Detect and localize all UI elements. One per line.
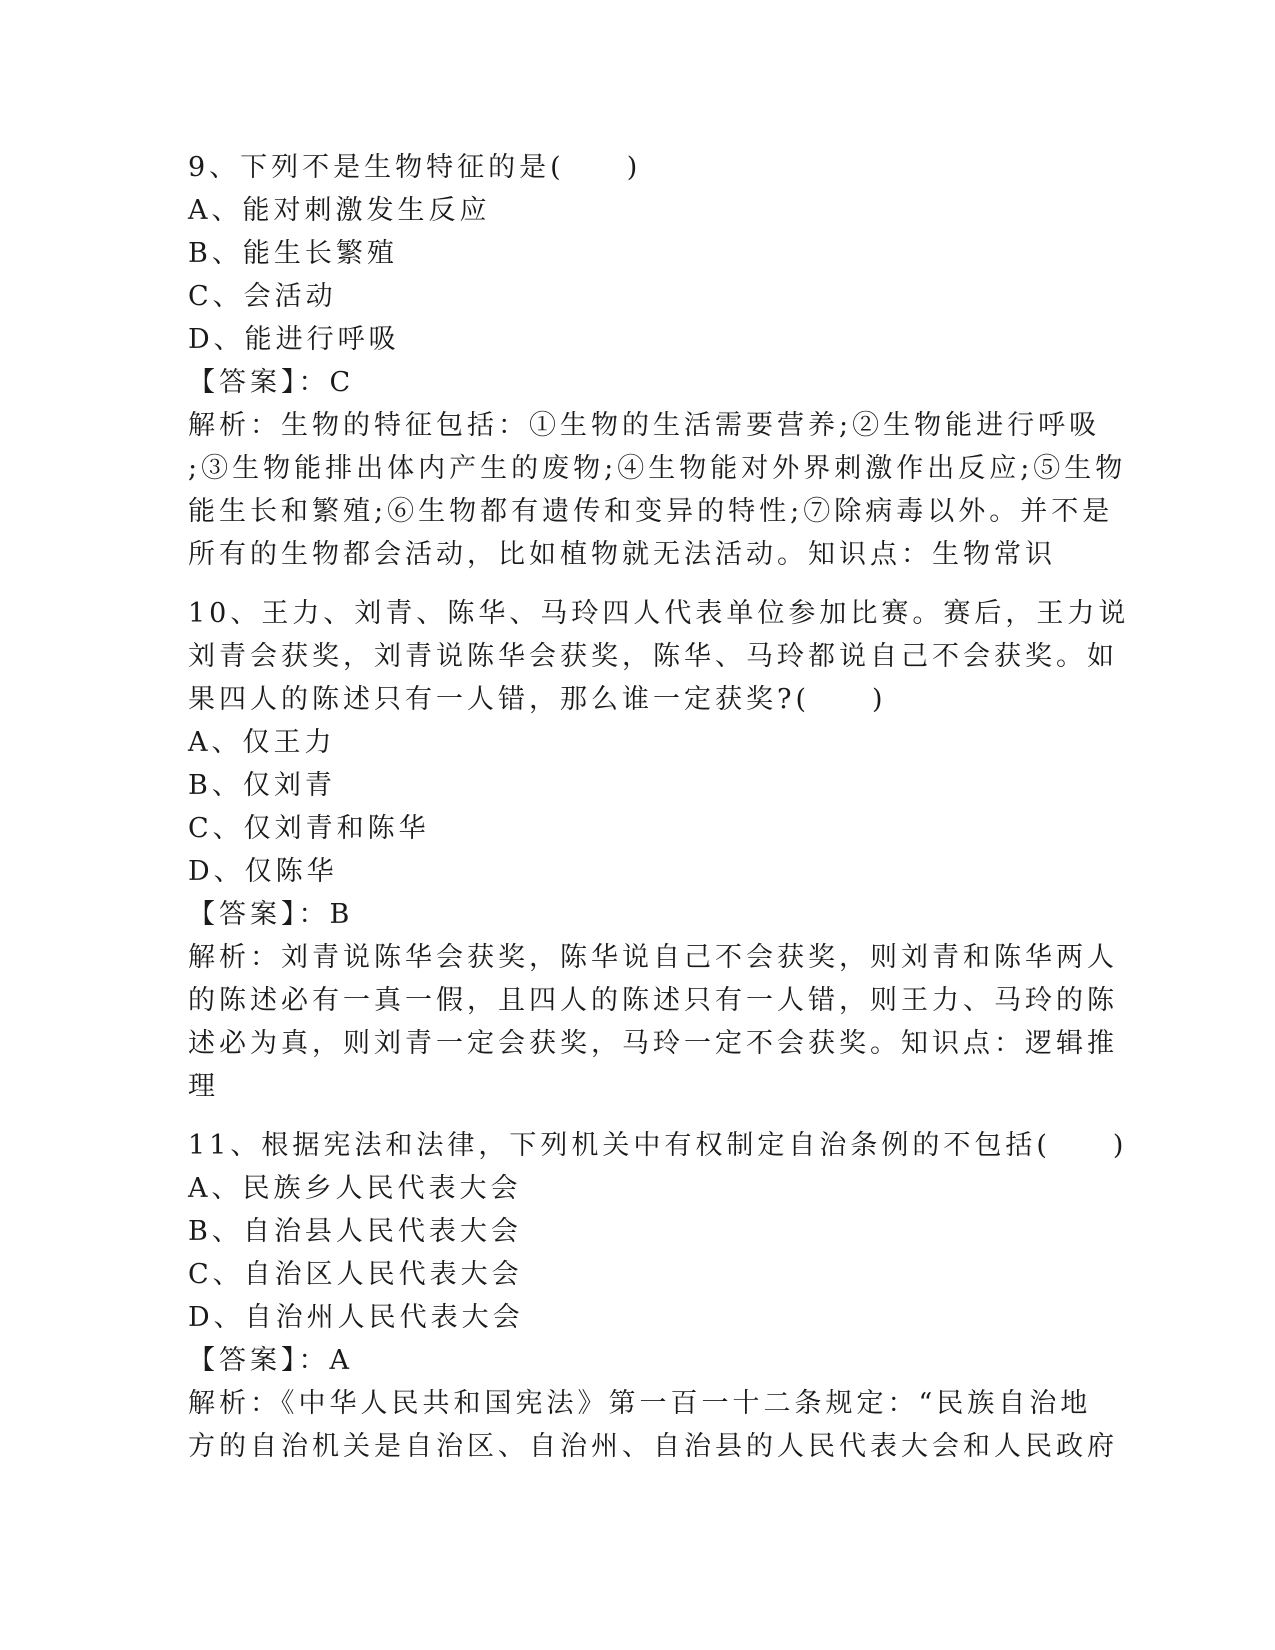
question-stem: 10、王力、刘青、陈华、马玲四人代表单位参加比赛。赛后，王力说 xyxy=(188,598,1130,629)
question-gap xyxy=(188,576,1088,592)
analysis-line: 所有的生物都会活动，比如植物就无法活动。知识点：生物常识 xyxy=(188,539,1056,570)
option-c: C、自治区人民代表大会 xyxy=(188,1259,523,1290)
option-b: B、能生长繁殖 xyxy=(188,238,398,269)
analysis-line: 解析：《中华人民共和国宪法》第一百一十二条规定：“民族自治地 xyxy=(188,1388,1092,1419)
analysis-line: 能生长和繁殖;⑥生物都有遗传和变异的特性;⑦除病毒以外。并不是 xyxy=(188,496,1114,527)
option-a: A、仅王力 xyxy=(188,727,336,758)
analysis-line: 解析：刘青说陈华会获奖，陈华说自己不会获奖，则刘青和陈华两人 xyxy=(188,942,1118,973)
analysis-line: 理 xyxy=(188,1071,219,1102)
question-gap xyxy=(188,1108,1088,1124)
option-d: D、自治州人民代表大会 xyxy=(188,1302,524,1333)
option-d: D、能进行呼吸 xyxy=(188,324,400,355)
analysis-line: 方的自治机关是自治区、自治州、自治县的人民代表大会和人民政府 xyxy=(188,1431,1118,1462)
question-stem: 9、下列不是生物特征的是( ) xyxy=(188,152,642,183)
analysis-line: 的陈述必有一真一假，且四人的陈述只有一人错，则王力、马玲的陈 xyxy=(188,985,1118,1016)
question-stem: 果四人的陈述只有一人错，那么谁一定获奖?( ) xyxy=(188,684,887,715)
option-c: C、会活动 xyxy=(188,281,337,312)
answer: 【答案】：C xyxy=(188,367,355,398)
question-stem: 11、根据宪法和法律，下列机关中有权制定自治条例的不包括( ) xyxy=(188,1130,1128,1161)
analysis-line: 述必为真，则刘青一定会获奖，马玲一定不会获奖。知识点：逻辑推 xyxy=(188,1028,1118,1059)
question-stem: 刘青会获奖，刘青说陈华会获奖，陈华、马玲都说自己不会获奖。如 xyxy=(188,641,1118,672)
option-b: B、自治县人民代表大会 xyxy=(188,1216,522,1247)
option-a: A、民族乡人民代表大会 xyxy=(188,1173,522,1204)
document-page xyxy=(188,146,1130,1468)
answer: 【答案】：A xyxy=(188,1345,353,1376)
option-a: A、能对刺激发生反应 xyxy=(188,195,491,226)
option-b: B、仅刘青 xyxy=(188,770,336,801)
question-9 xyxy=(188,146,1127,576)
question-11 xyxy=(188,1124,1128,1468)
option-c: C、仅刘青和陈华 xyxy=(188,813,430,844)
question-10 xyxy=(188,592,1130,1108)
option-d: D、仅陈华 xyxy=(188,856,338,887)
analysis-line: 解析：生物的特征包括：①生物的生活需要营养;②生物能进行呼吸 xyxy=(188,410,1101,441)
answer: 【答案】：B xyxy=(188,899,354,930)
analysis-line: ;③生物能排出体内产生的废物;④生物能对外界刺激作出反应;⑤生物 xyxy=(188,453,1127,484)
